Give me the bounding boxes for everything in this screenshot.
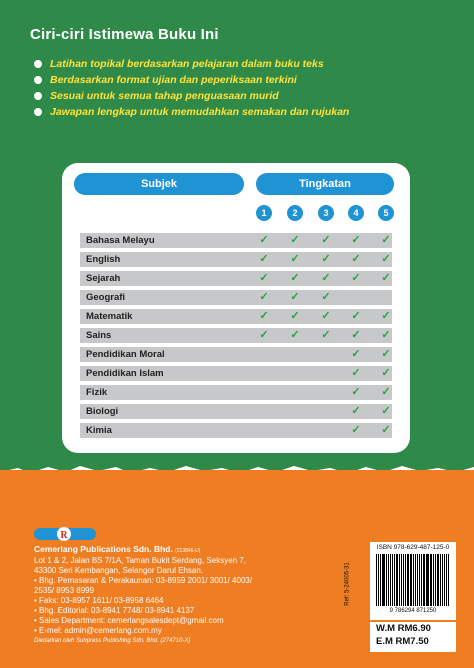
checkmark-icon: ✓ bbox=[351, 386, 361, 398]
subject-row bbox=[80, 385, 392, 400]
price-west-malaysia: W.M RM6.90 bbox=[376, 623, 431, 634]
distributor-line: Diedarkan oleh Sunpress Publishing Sdn. Bhd. (274710-X) bbox=[34, 638, 191, 644]
level-badge-3: 3 bbox=[318, 205, 334, 221]
publisher-line: • Faks: 03-8957 1611/ 03-8958 6464 bbox=[34, 596, 164, 605]
subject-row bbox=[80, 404, 392, 419]
level-badge-1: 1 bbox=[256, 205, 272, 221]
publisher-line: Lot 1 & 2, Jalan BS 7/1A, Taman Bukit Serdang, Seksyen 7, bbox=[34, 556, 246, 565]
checkmark-icon: ✓ bbox=[351, 329, 361, 341]
feature-item bbox=[34, 56, 349, 72]
checkmark-icon: ✓ bbox=[321, 310, 331, 322]
barcode-bar bbox=[444, 554, 445, 606]
feature-item bbox=[34, 104, 349, 120]
barcode-bar bbox=[403, 554, 404, 606]
subject-header: Subjek bbox=[74, 173, 244, 195]
checkmark-icon: ✓ bbox=[381, 253, 391, 265]
subject-row bbox=[80, 309, 392, 324]
barcode-bar bbox=[435, 554, 436, 606]
subject-row bbox=[80, 233, 392, 248]
barcode-bar bbox=[411, 554, 412, 606]
subject-name: Bahasa Melayu bbox=[86, 235, 155, 246]
checkmark-icon: ✓ bbox=[351, 234, 361, 246]
publisher-name: Cemerlang Publications Sdn. Bhd. bbox=[34, 544, 173, 554]
level-badge-5: 5 bbox=[378, 205, 394, 221]
barcode-bar bbox=[410, 554, 411, 606]
publisher-info bbox=[34, 544, 252, 646]
subject-row bbox=[80, 328, 392, 343]
feature-text: Berdasarkan format ujian dan peperiksaan terkini bbox=[50, 74, 297, 86]
barcode-bar bbox=[396, 554, 398, 606]
barcode-bar bbox=[440, 554, 441, 606]
barcode-bar bbox=[383, 554, 385, 606]
checkmark-icon: ✓ bbox=[321, 291, 331, 303]
barcode-number: 9 786294 871250 bbox=[389, 608, 437, 614]
checkmark-icon: ✓ bbox=[290, 291, 300, 303]
publisher-line: 2535/ 8953 8999 bbox=[34, 586, 95, 595]
level-header: Tingkatan bbox=[256, 173, 394, 195]
subject-row bbox=[80, 366, 392, 381]
subject-name: Sains bbox=[86, 330, 112, 341]
subject-name: Pendidikan Islam bbox=[86, 368, 164, 379]
checkmark-icon: ✓ bbox=[381, 367, 391, 379]
cemerlang-logo-icon bbox=[34, 526, 96, 542]
reference-text: Ref: 5-24005-31 bbox=[344, 562, 351, 606]
barcode-box bbox=[370, 542, 456, 620]
barcode-bar bbox=[401, 554, 402, 606]
feature-item bbox=[34, 88, 349, 104]
feature-text: Latihan topikal berdasarkan pelajaran dalam buku teks bbox=[50, 58, 324, 70]
checkmark-icon: ✓ bbox=[259, 253, 269, 265]
checkmark-icon: ✓ bbox=[351, 272, 361, 284]
barcode-bar bbox=[421, 554, 422, 606]
features-list bbox=[34, 56, 349, 120]
checkmark-icon: ✓ bbox=[351, 253, 361, 265]
subject-name: Geografi bbox=[86, 292, 126, 303]
publisher-line: • E-mel: admin@cemerlang.com.my bbox=[34, 626, 162, 635]
checkmark-icon: ✓ bbox=[381, 405, 391, 417]
price-east-malaysia: E.M RM7.50 bbox=[376, 636, 429, 647]
subject-row bbox=[80, 290, 392, 305]
barcode-bar bbox=[392, 554, 393, 606]
barcode-bar bbox=[437, 554, 439, 606]
checkmark-icon: ✓ bbox=[381, 272, 391, 284]
barcode-bar bbox=[417, 554, 418, 606]
subject-name: Sejarah bbox=[86, 273, 121, 284]
barcode-bar bbox=[427, 554, 428, 606]
price-box bbox=[370, 622, 456, 652]
subject-table-card bbox=[62, 163, 410, 453]
checkmark-icon: ✓ bbox=[290, 253, 300, 265]
checkmark-icon: ✓ bbox=[381, 424, 391, 436]
barcode-bar bbox=[442, 554, 443, 606]
bullet-icon bbox=[34, 108, 42, 116]
subject-row bbox=[80, 271, 392, 286]
barcode-bar bbox=[415, 554, 416, 606]
checkmark-icon: ✓ bbox=[259, 272, 269, 284]
checkmark-icon: ✓ bbox=[351, 348, 361, 360]
bullet-icon bbox=[34, 76, 42, 84]
barcode-bar bbox=[431, 554, 432, 606]
checkmark-icon: ✓ bbox=[290, 234, 300, 246]
barcode-bar bbox=[394, 554, 395, 606]
reference-code bbox=[344, 545, 368, 625]
checkmark-icon: ✓ bbox=[259, 329, 269, 341]
subject-name: English bbox=[86, 254, 121, 265]
checkmark-icon: ✓ bbox=[321, 234, 331, 246]
feature-text: Jawapan lengkap untuk memudahkan semakan dan rujukan bbox=[50, 106, 350, 118]
barcode-bar bbox=[426, 554, 427, 606]
isbn-label: ISBN 978-629-487-125-0 bbox=[376, 544, 450, 551]
barcode-icon bbox=[376, 554, 450, 606]
svg-text:R: R bbox=[60, 530, 68, 541]
checkmark-icon: ✓ bbox=[321, 272, 331, 284]
barcode-bar bbox=[448, 554, 449, 606]
checkmark-icon: ✓ bbox=[381, 310, 391, 322]
barcode-bar bbox=[419, 554, 420, 606]
checkmark-icon: ✓ bbox=[351, 310, 361, 322]
barcode-bar bbox=[378, 554, 379, 606]
barcode-bar bbox=[399, 554, 400, 606]
barcode-bar bbox=[423, 554, 425, 606]
publisher-line: 43300 Seri Kembangan, Selangor Darul Ehsan. bbox=[34, 566, 203, 575]
barcode-bar bbox=[407, 554, 409, 606]
subject-row bbox=[80, 423, 392, 438]
checkmark-icon: ✓ bbox=[381, 348, 391, 360]
subject-name: Matematik bbox=[86, 311, 133, 322]
features-title: Ciri-ciri Istimewa Buku Ini bbox=[30, 26, 219, 43]
subject-row bbox=[80, 252, 392, 267]
barcode-bar bbox=[446, 554, 447, 606]
barcode-bar bbox=[376, 554, 377, 606]
barcode-bar bbox=[405, 554, 406, 606]
checkmark-icon: ✓ bbox=[290, 329, 300, 341]
checkmark-icon: ✓ bbox=[321, 253, 331, 265]
publisher-line: • Sales Department: cemerlangsalesdept@gmail.com bbox=[34, 616, 224, 625]
publisher-reg-no: (213846-U) bbox=[175, 548, 201, 554]
subject-row bbox=[80, 347, 392, 362]
feature-text: Sesuai untuk semua tahap penguasaan murid bbox=[50, 90, 279, 102]
subject-name: Kimia bbox=[86, 425, 112, 436]
level-badge-2: 2 bbox=[287, 205, 303, 221]
bullet-icon bbox=[34, 92, 42, 100]
barcode-bar bbox=[430, 554, 431, 606]
checkmark-icon: ✓ bbox=[290, 272, 300, 284]
feature-item bbox=[34, 72, 349, 88]
barcode-bar bbox=[382, 554, 383, 606]
checkmark-icon: ✓ bbox=[351, 367, 361, 379]
checkmark-icon: ✓ bbox=[259, 234, 269, 246]
publisher-line: • Bhg. Pemasaran & Perakaunan: 03-8959 2001/ 3001/ 4003/ bbox=[34, 576, 253, 585]
barcode-bar bbox=[390, 554, 391, 606]
barcode-bar bbox=[380, 554, 381, 606]
subject-name: Biologi bbox=[86, 406, 119, 417]
checkmark-icon: ✓ bbox=[290, 310, 300, 322]
checkmark-icon: ✓ bbox=[321, 329, 331, 341]
checkmark-icon: ✓ bbox=[259, 291, 269, 303]
checkmark-icon: ✓ bbox=[381, 386, 391, 398]
checkmark-icon: ✓ bbox=[381, 234, 391, 246]
checkmark-icon: ✓ bbox=[259, 310, 269, 322]
subject-name: Fizik bbox=[86, 387, 108, 398]
publisher-line: • Bhg. Editorial: 03-8941 7748/ 03-8941 4137 bbox=[34, 606, 195, 615]
subject-name: Pendidikan Moral bbox=[86, 349, 165, 360]
checkmark-icon: ✓ bbox=[381, 329, 391, 341]
level-badge-4: 4 bbox=[348, 205, 364, 221]
barcode-bar bbox=[433, 554, 434, 606]
checkmark-icon: ✓ bbox=[351, 424, 361, 436]
barcode-bar bbox=[386, 554, 387, 606]
barcode-bar bbox=[388, 554, 389, 606]
checkmark-icon: ✓ bbox=[351, 405, 361, 417]
barcode-bar bbox=[413, 554, 414, 606]
bullet-icon bbox=[34, 60, 42, 68]
